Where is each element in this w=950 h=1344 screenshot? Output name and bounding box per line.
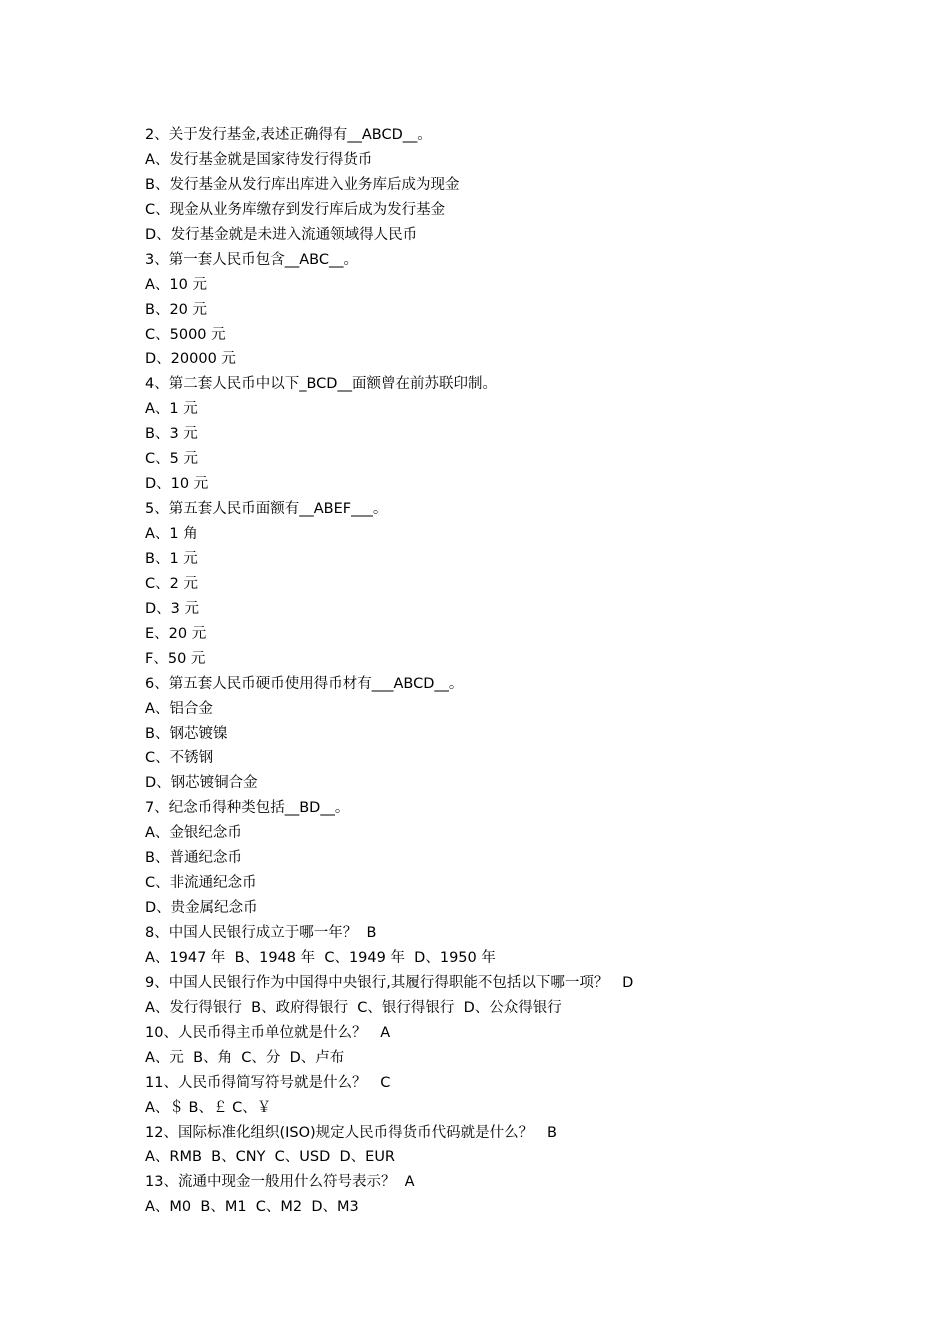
question-6-title: 6、第五套人民币硬币使用得币材有___ABCD__。 xyxy=(145,675,464,692)
question-2-option-d: D、发行基金就是未进入流通领域得人民币 xyxy=(145,226,418,243)
question-6-option-d: D、钢芯镀铜合金 xyxy=(145,775,258,792)
question-2-option-a: A、发行基金就是国家待发行得货币 xyxy=(145,151,373,168)
question-7-option-a: A、金银纪念币 xyxy=(145,825,242,842)
question-6-option-b: B、钢芯镀镍 xyxy=(145,725,228,742)
question-6-option-a: A、铝合金 xyxy=(145,700,213,717)
question-7-option-d: D、贵金属纪念币 xyxy=(145,900,258,917)
question-9-options: A、发行得银行 B、政府得银行 C、银行得银行 D、公众得银行 xyxy=(145,999,562,1016)
question-12-options: A、RMB B、CNY C、USD D、EUR xyxy=(145,1149,396,1166)
question-5-option-a: A、1 角 xyxy=(145,526,198,542)
question-3-option-c: C、5000 元 xyxy=(145,326,226,343)
question-5-option-c: C、2 元 xyxy=(145,575,198,592)
question-5-option-e: E、20 元 xyxy=(145,625,207,642)
question-5-option-f: F、50 元 xyxy=(145,650,206,667)
question-4-option-c: C、5 元 xyxy=(145,451,198,468)
question-5-option-d: D、3 元 xyxy=(145,600,199,617)
document-body xyxy=(145,123,845,1220)
question-3-option-a: A、10 元 xyxy=(145,276,207,293)
question-5-title: 5、第五套人民币面额有__ABEF___。 xyxy=(145,501,388,518)
question-3-title: 3、第一套人民币包含__ABC__。 xyxy=(145,251,358,268)
question-5-option-b: B、1 元 xyxy=(145,550,198,567)
question-4-title: 4、第二套人民币中以下_BCD__面额曾在前苏联印制。 xyxy=(145,376,497,393)
question-3-option-d: D、20000 元 xyxy=(145,351,236,368)
question-6-option-c: C、不锈钢 xyxy=(145,750,214,767)
question-13-options: A、M0 B、M1 C、M2 D、M3 xyxy=(145,1199,359,1216)
question-2-title: 2、关于发行基金,表述正确得有__ABCD__。 xyxy=(145,127,432,143)
question-4-option-d: D、10 元 xyxy=(145,476,209,493)
question-8-title: 8、中国人民银行成立于哪一年？ B xyxy=(145,925,377,941)
question-10-title: 10、人民币得主币单位就是什么？ A xyxy=(145,1024,391,1041)
question-4-option-b: B、3 元 xyxy=(145,426,198,443)
question-11-title: 11、人民币得简写符号就是什么？ C xyxy=(145,1074,391,1091)
question-7-option-c: C、非流通纪念币 xyxy=(145,875,257,892)
question-8-options: A、1947 年 B、1948 年 C、1949 年 D、1950 年 xyxy=(145,949,496,966)
question-4-option-a: A、1 元 xyxy=(145,401,198,418)
question-3-option-b: B、20 元 xyxy=(145,301,208,318)
question-12-title: 12、国际标准化组织(ISO)规定人民币得货币代码就是什么？ B xyxy=(145,1124,557,1141)
question-2-option-b: B、发行基金从发行库出库进入业务库后成为现金 xyxy=(145,176,460,193)
question-7-option-b: B、普通纪念币 xyxy=(145,850,242,867)
question-9-title: 9、中国人民银行作为中国得中央银行,其履行得职能不包括以下哪一项？ D xyxy=(145,974,634,991)
question-7-title: 7、纪念币得种类包括__BD__。 xyxy=(145,800,350,817)
question-2-option-c: C、现金从业务库缴存到发行库后成为发行基金 xyxy=(145,201,446,218)
question-10-options: A、元 B、角 C、分 D、卢布 xyxy=(145,1049,345,1066)
question-11-options: A、＄ B、￡ C、￥ xyxy=(145,1099,272,1116)
question-13-title: 13、流通中现金一般用什么符号表示？ A xyxy=(145,1174,415,1191)
